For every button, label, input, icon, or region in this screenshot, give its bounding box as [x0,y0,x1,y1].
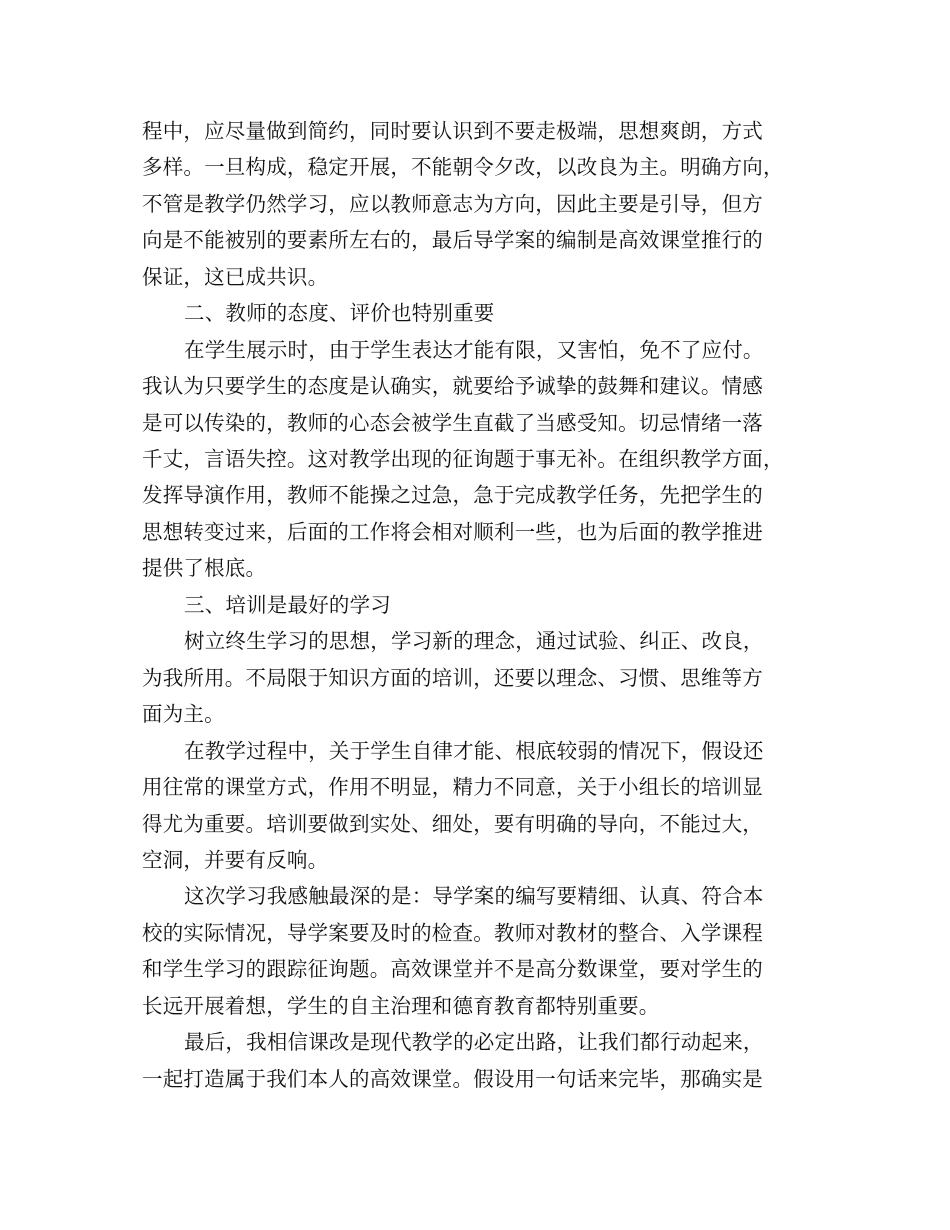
text-line: 一起打造属于我们本人的高效课堂。假设用一句话来完毕，那确实是 [142,1067,763,1091]
text-line: 在学生展示时，由于学生表达才能有限，又害怕，免不了应付。 [184,338,764,362]
text-line: 在教学过程中，关于学生自律才能、根底较弱的情况下，假设还 [184,739,764,763]
text-line: 提供了根底。 [142,556,267,580]
text-line: 程中，应尽量做到简约，同时要认识到不要走极端，思想爽朗，方式 [142,119,763,143]
text-line: 空洞，并要有反响。 [142,848,329,872]
section-heading: 二、教师的态度、评价也特别重要 [184,301,495,325]
text-line: 面为主。 [142,702,225,726]
text-line: 发挥导演作用，教师不能操之过急，急于完成教学任务，先把学生的 [142,483,763,507]
text-line: 保证，这已成共识。 [142,265,329,289]
text-line: 我认为只要学生的态度是认确实，就要给予诚挚的鼓舞和建议。情感 [142,374,763,398]
text-line: 和学生学习的跟踪征询题。高效课堂并不是高分数课堂，要对学生的 [142,957,763,981]
text-line: 最后，我相信课改是现代教学的必定出路，让我们都行动起来， [184,1030,764,1054]
text-line: 这次学习我感触最深的是：导学案的编写要精细、认真、符合本 [184,884,764,908]
text-line: 向是不能被别的要素所左右的，最后导学案的编制是高效课堂推行的 [142,228,763,252]
text-line: 用往常的课堂方式，作用不明显，精力不同意，关于小组长的培训显 [142,775,763,799]
text-line: 为我所用。不局限于知识方面的培训，还要以理念、习惯、思维等方 [142,666,763,690]
text-line: 得尤为重要。培训要做到实处、细处，要有明确的导向，不能过大， [142,812,763,836]
text-line: 校的实际情况，导学案要及时的检查。教师对教材的整合、入学课程 [142,921,763,945]
text-line: 是可以传染的，教师的心态会被学生直截了当感受知。切忌情绪一落 [142,411,763,435]
text-line: 思想转变过来，后面的工作将会相对顺利一些，也为后面的教学推进 [142,520,763,544]
text-line: 树立终生学习的思想，学习新的理念，通过试验、纠正、改良， [184,629,764,653]
text-line: 千丈，言语失控。这对教学出现的征询题于事无补。在组织教学方面， [142,447,784,471]
text-line: 多样。一旦构成，稳定开展，不能朝令夕改，以改良为主。明确方向， [142,155,784,179]
section-heading: 三、培训是最好的学习 [184,593,391,617]
text-line: 不管是教学仍然学习，应以教师意志为方向，因此主要是引导，但方 [142,192,763,216]
text-line: 长远开展着想，学生的自主治理和德育教育都特别重要。 [142,994,660,1018]
